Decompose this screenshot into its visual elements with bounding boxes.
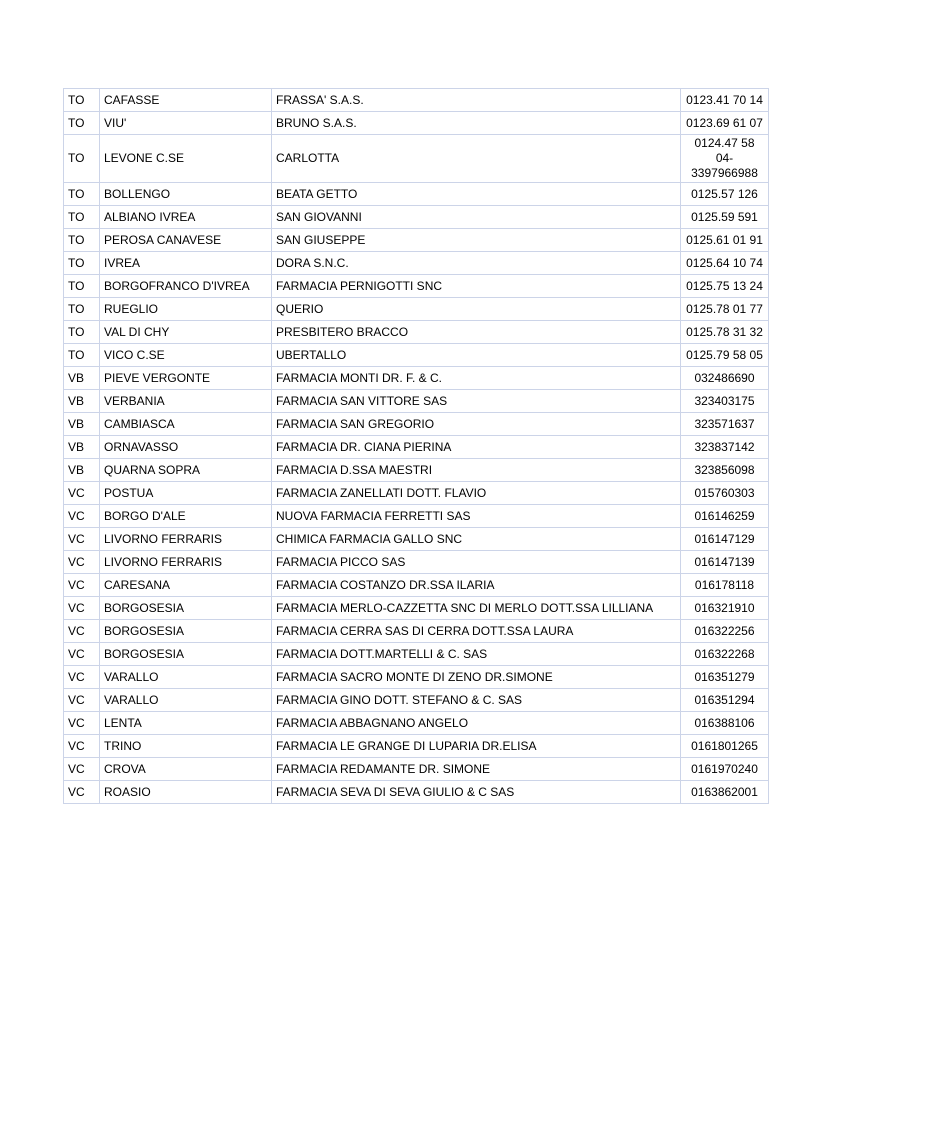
province-cell: VC — [64, 689, 100, 712]
phone-cell: 0125.79 58 05 — [681, 344, 769, 367]
pharmacy-name-cell: FARMACIA SEVA DI SEVA GIULIO & C SAS — [272, 781, 681, 804]
city-cell: ROASIO — [100, 781, 272, 804]
phone-cell: 323856098 — [681, 459, 769, 482]
phone-cell: 0125.57 126 — [681, 183, 769, 206]
pharmacy-name-cell: FARMACIA ABBAGNANO ANGELO — [272, 712, 681, 735]
table-row — [64, 574, 769, 597]
pharmacy-name-cell: FARMACIA SACRO MONTE DI ZENO DR.SIMONE — [272, 666, 681, 689]
pharmacy-name-cell: PRESBITERO BRACCO — [272, 321, 681, 344]
province-cell: TO — [64, 298, 100, 321]
table-row — [64, 89, 769, 112]
pharmacy-name-cell: QUERIO — [272, 298, 681, 321]
pharmacy-name-cell: FARMACIA MONTI DR. F. & C. — [272, 367, 681, 390]
phone-cell: 016388106 — [681, 712, 769, 735]
pharmacy-name-cell: NUOVA FARMACIA FERRETTI SAS — [272, 505, 681, 528]
table-row — [64, 135, 769, 183]
province-cell: VC — [64, 482, 100, 505]
province-cell: VB — [64, 390, 100, 413]
province-cell: VC — [64, 505, 100, 528]
city-cell: POSTUA — [100, 482, 272, 505]
table-body — [64, 89, 769, 804]
phone-cell: 323571637 — [681, 413, 769, 436]
pharmacy-name-cell: FARMACIA PICCO SAS — [272, 551, 681, 574]
province-cell: VC — [64, 666, 100, 689]
phone-cell: 323403175 — [681, 390, 769, 413]
pharmacy-name-cell: BEATA GETTO — [272, 183, 681, 206]
pharmacy-name-cell: FARMACIA MERLO-CAZZETTA SNC DI MERLO DOTT.SSA LILLIANA — [272, 597, 681, 620]
city-cell: LIVORNO FERRARIS — [100, 551, 272, 574]
city-cell: VARALLO — [100, 689, 272, 712]
table-row — [64, 735, 769, 758]
table-row — [64, 229, 769, 252]
city-cell: IVREA — [100, 252, 272, 275]
city-cell: CAMBIASCA — [100, 413, 272, 436]
city-cell: ORNAVASSO — [100, 436, 272, 459]
pharmacy-name-cell: FARMACIA CERRA SAS DI CERRA DOTT.SSA LAURA — [272, 620, 681, 643]
province-cell: VC — [64, 712, 100, 735]
province-cell: TO — [64, 275, 100, 298]
table-row — [64, 482, 769, 505]
phone-cell: 0124.47 58 04-3397966988 — [681, 135, 769, 183]
phone-cell: 015760303 — [681, 482, 769, 505]
document-page — [63, 88, 769, 804]
city-cell: CROVA — [100, 758, 272, 781]
phone-cell: 016322268 — [681, 643, 769, 666]
province-cell: VC — [64, 597, 100, 620]
city-cell: PEROSA CANAVESE — [100, 229, 272, 252]
table-row — [64, 275, 769, 298]
province-cell: TO — [64, 135, 100, 183]
pharmacy-name-cell: FARMACIA LE GRANGE DI LUPARIA DR.ELISA — [272, 735, 681, 758]
city-cell: CAFASSE — [100, 89, 272, 112]
phone-cell: 0125.78 01 77 — [681, 298, 769, 321]
pharmacy-name-cell: FARMACIA GINO DOTT. STEFANO & C. SAS — [272, 689, 681, 712]
city-cell: RUEGLIO — [100, 298, 272, 321]
phone-cell: 0163862001 — [681, 781, 769, 804]
table-row — [64, 620, 769, 643]
pharmacy-name-cell: FARMACIA REDAMANTE DR. SIMONE — [272, 758, 681, 781]
table-row — [64, 321, 769, 344]
table-row — [64, 112, 769, 135]
phone-cell: 016146259 — [681, 505, 769, 528]
pharmacy-name-cell: BRUNO S.A.S. — [272, 112, 681, 135]
pharmacy-name-cell: SAN GIOVANNI — [272, 206, 681, 229]
phone-cell: 0125.75 13 24 — [681, 275, 769, 298]
table-row — [64, 390, 769, 413]
city-cell: BORGOFRANCO D'IVREA — [100, 275, 272, 298]
province-cell: VC — [64, 620, 100, 643]
province-cell: VB — [64, 413, 100, 436]
table-row — [64, 666, 769, 689]
table-row — [64, 712, 769, 735]
table-row — [64, 344, 769, 367]
phone-cell: 016178118 — [681, 574, 769, 597]
city-cell: LIVORNO FERRARIS — [100, 528, 272, 551]
phone-cell: 016351294 — [681, 689, 769, 712]
phone-cell: 016322256 — [681, 620, 769, 643]
city-cell: VIU' — [100, 112, 272, 135]
province-cell: VC — [64, 735, 100, 758]
city-cell: BORGOSESIA — [100, 643, 272, 666]
table-row — [64, 781, 769, 804]
city-cell: TRINO — [100, 735, 272, 758]
province-cell: TO — [64, 229, 100, 252]
province-cell: VB — [64, 367, 100, 390]
table-row — [64, 367, 769, 390]
pharmacy-name-cell: FARMACIA SAN VITTORE SAS — [272, 390, 681, 413]
province-cell: VC — [64, 574, 100, 597]
province-cell: VC — [64, 528, 100, 551]
table-row — [64, 413, 769, 436]
province-cell: TO — [64, 344, 100, 367]
phone-cell: 0123.41 70 14 — [681, 89, 769, 112]
phone-cell: 0125.64 10 74 — [681, 252, 769, 275]
table-row — [64, 758, 769, 781]
table-row — [64, 183, 769, 206]
pharmacy-name-cell: FARMACIA ZANELLATI DOTT. FLAVIO — [272, 482, 681, 505]
city-cell: VICO C.SE — [100, 344, 272, 367]
phone-cell: 0123.69 61 07 — [681, 112, 769, 135]
province-cell: TO — [64, 112, 100, 135]
province-cell: TO — [64, 206, 100, 229]
province-cell: VB — [64, 459, 100, 482]
pharmacy-name-cell: FARMACIA DOTT.MARTELLI & C. SAS — [272, 643, 681, 666]
city-cell: BORGOSESIA — [100, 620, 272, 643]
city-cell: BORGO D'ALE — [100, 505, 272, 528]
province-cell: VC — [64, 643, 100, 666]
table-row — [64, 252, 769, 275]
pharmacy-name-cell: FARMACIA SAN GREGORIO — [272, 413, 681, 436]
table-row — [64, 528, 769, 551]
phone-cell: 0161801265 — [681, 735, 769, 758]
pharmacy-name-cell: SAN GIUSEPPE — [272, 229, 681, 252]
city-cell: VARALLO — [100, 666, 272, 689]
pharmacy-name-cell: DORA S.N.C. — [272, 252, 681, 275]
phone-cell: 016147139 — [681, 551, 769, 574]
pharmacy-name-cell: CHIMICA FARMACIA GALLO SNC — [272, 528, 681, 551]
province-cell: VC — [64, 551, 100, 574]
table-row — [64, 459, 769, 482]
phone-cell: 0161970240 — [681, 758, 769, 781]
city-cell: BOLLENGO — [100, 183, 272, 206]
phone-cell: 016351279 — [681, 666, 769, 689]
pharmacy-name-cell: FARMACIA D.SSA MAESTRI — [272, 459, 681, 482]
city-cell: VERBANIA — [100, 390, 272, 413]
pharmacy-name-cell: FRASSA' S.A.S. — [272, 89, 681, 112]
province-cell: TO — [64, 183, 100, 206]
pharmacy-name-cell: FARMACIA COSTANZO DR.SSA ILARIA — [272, 574, 681, 597]
city-cell: CARESANA — [100, 574, 272, 597]
table-row — [64, 551, 769, 574]
phone-cell: 016147129 — [681, 528, 769, 551]
city-cell: ALBIANO IVREA — [100, 206, 272, 229]
pharmacy-name-cell: FARMACIA PERNIGOTTI SNC — [272, 275, 681, 298]
phone-cell: 0125.59 591 — [681, 206, 769, 229]
table-row — [64, 436, 769, 459]
province-cell: VC — [64, 781, 100, 804]
phone-cell: 032486690 — [681, 367, 769, 390]
province-cell: VB — [64, 436, 100, 459]
city-cell: VAL DI CHY — [100, 321, 272, 344]
city-cell: QUARNA SOPRA — [100, 459, 272, 482]
province-cell: TO — [64, 89, 100, 112]
phone-cell: 323837142 — [681, 436, 769, 459]
phone-cell: 016321910 — [681, 597, 769, 620]
table-row — [64, 643, 769, 666]
city-cell: LEVONE C.SE — [100, 135, 272, 183]
city-cell: LENTA — [100, 712, 272, 735]
pharmacy-name-cell: FARMACIA DR. CIANA PIERINA — [272, 436, 681, 459]
city-cell: BORGOSESIA — [100, 597, 272, 620]
phone-cell: 0125.78 31 32 — [681, 321, 769, 344]
pharmacy-name-cell: CARLOTTA — [272, 135, 681, 183]
table-row — [64, 505, 769, 528]
table-row — [64, 298, 769, 321]
table-row — [64, 206, 769, 229]
province-cell: TO — [64, 321, 100, 344]
city-cell: PIEVE VERGONTE — [100, 367, 272, 390]
pharmacy-name-cell: UBERTALLO — [272, 344, 681, 367]
pharmacy-table — [63, 88, 769, 804]
table-row — [64, 597, 769, 620]
province-cell: TO — [64, 252, 100, 275]
phone-cell: 0125.61 01 91 — [681, 229, 769, 252]
province-cell: VC — [64, 758, 100, 781]
table-row — [64, 689, 769, 712]
